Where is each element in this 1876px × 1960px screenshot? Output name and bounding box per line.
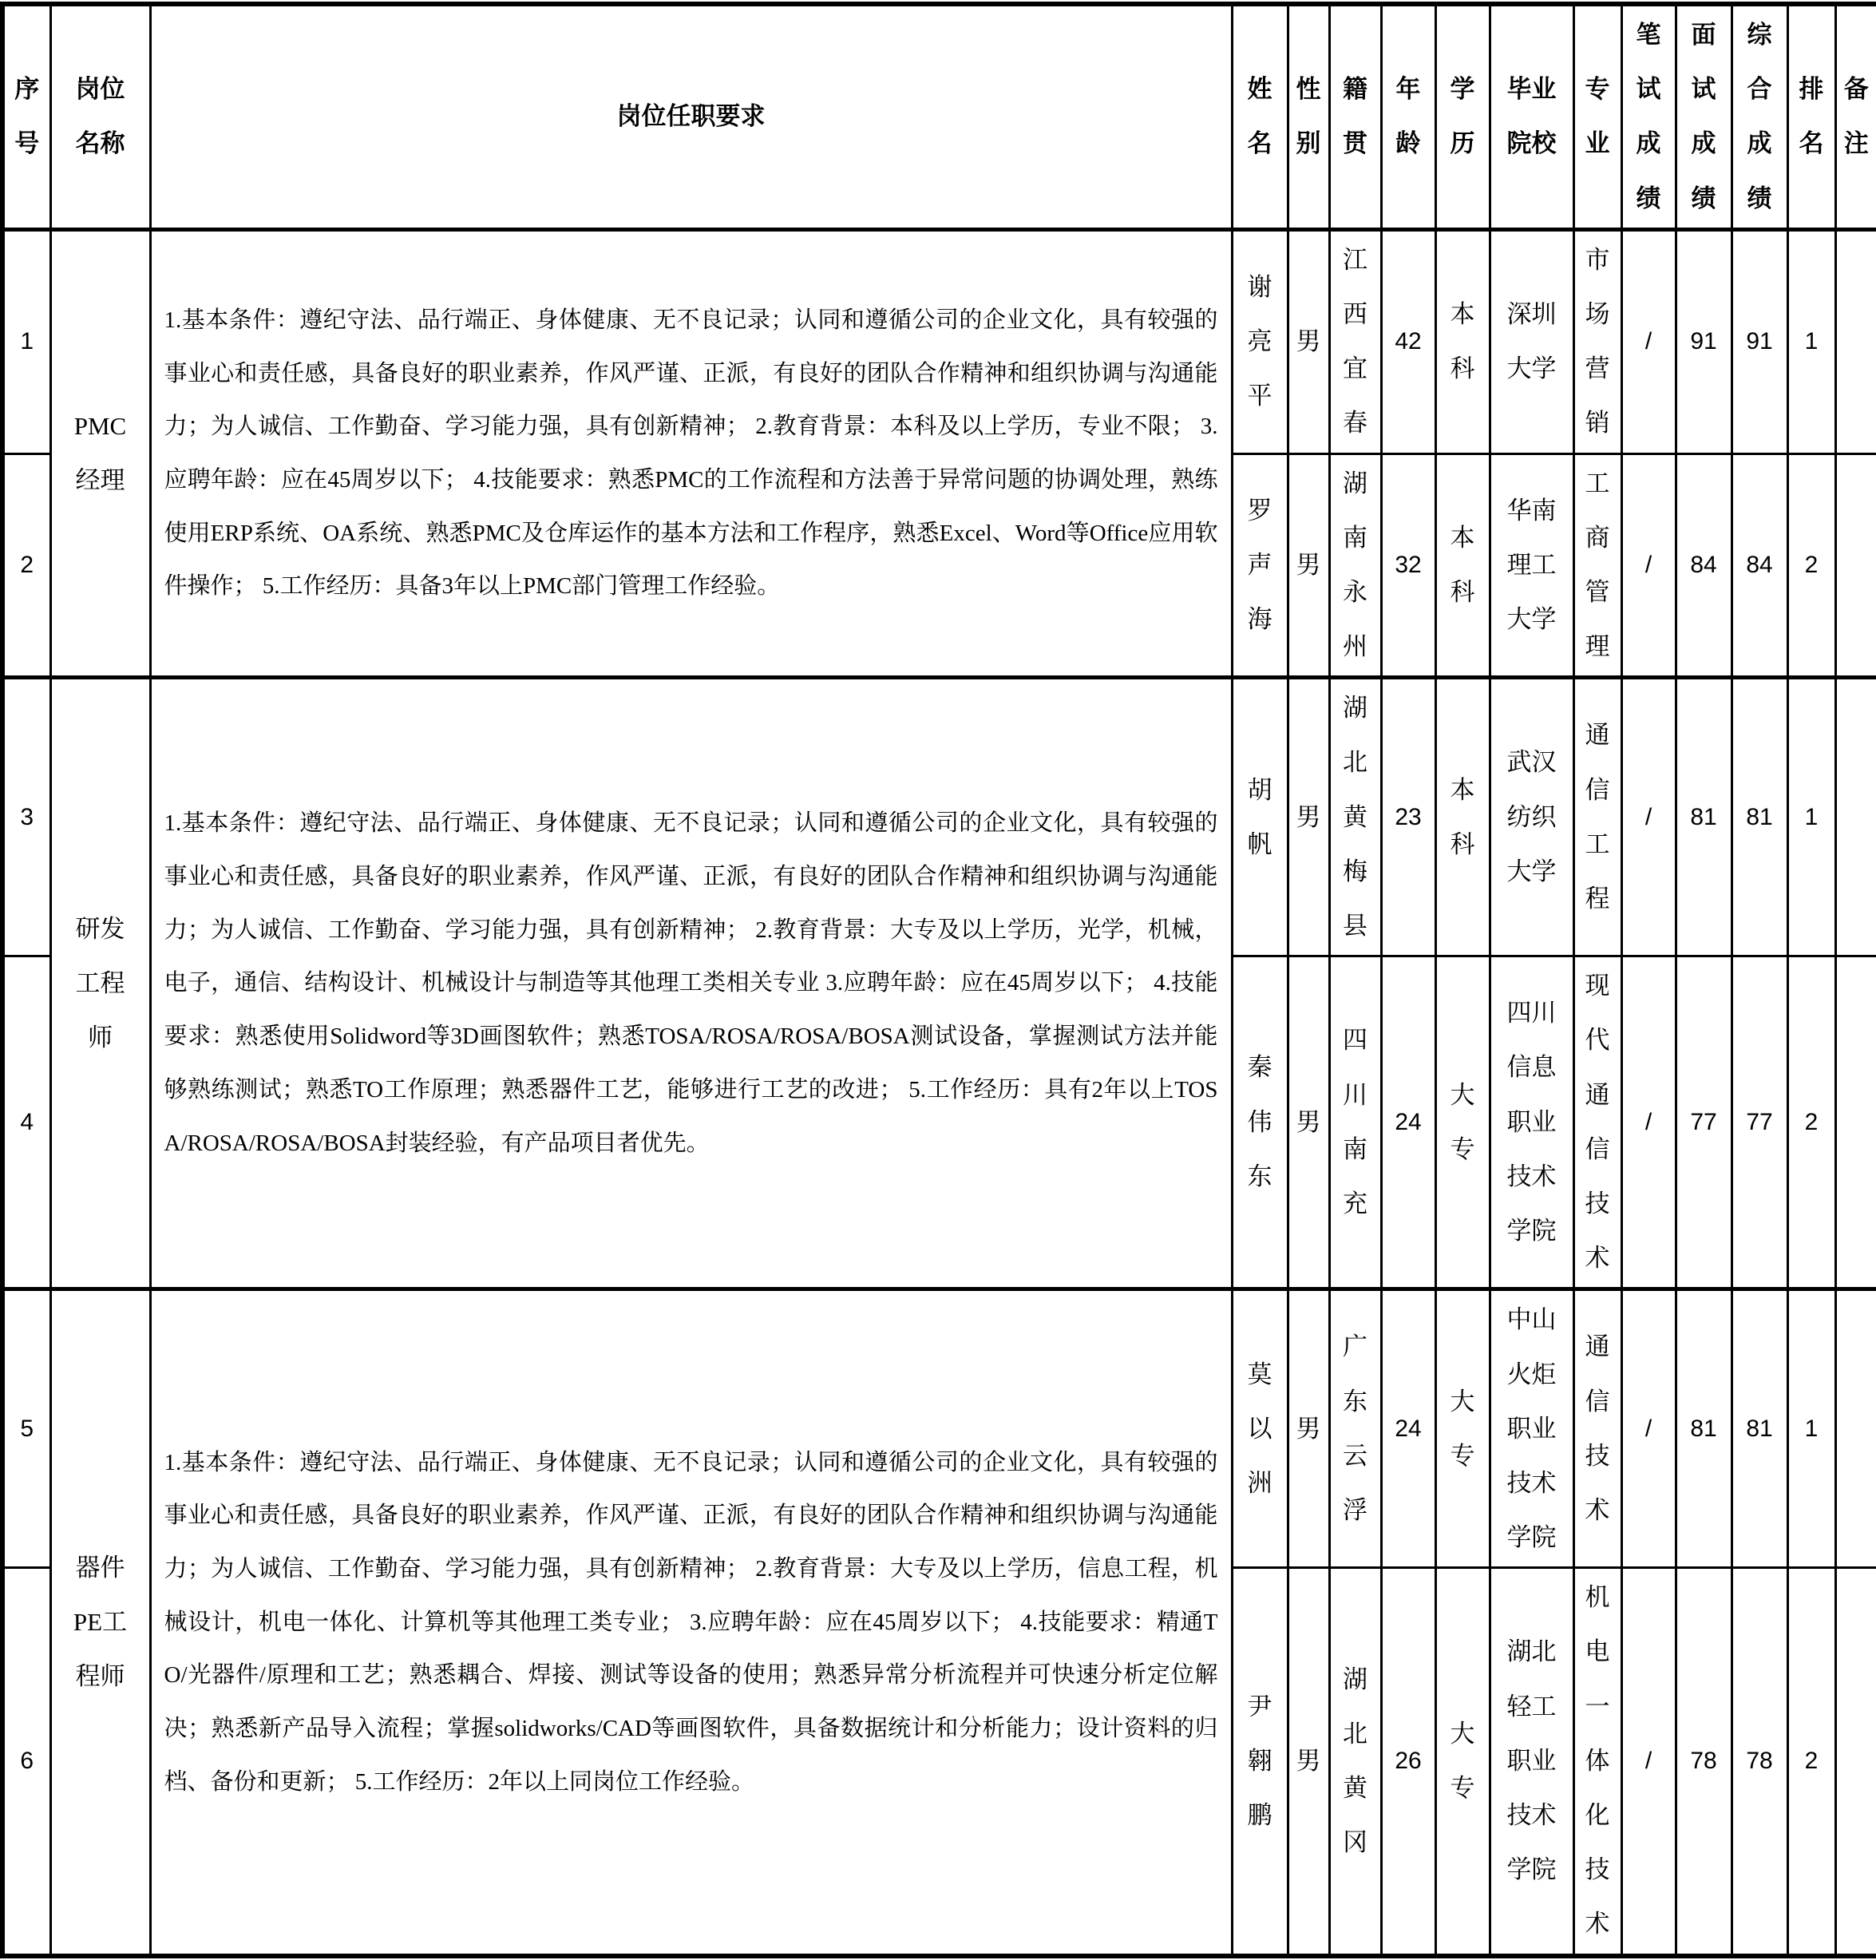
overall-score-cell: 81 [1732,1289,1787,1568]
interview-score-cell: 77 [1676,956,1732,1289]
written-score-cell: / [1621,956,1676,1289]
col-header-seq [2,4,50,229]
hometown-text: 湖北黄梅县 [1342,694,1367,940]
col-header-name [1232,4,1288,229]
education-cell [1435,1568,1490,1956]
col-header-position [50,4,150,229]
school-text: 深圳大学 [1506,299,1557,383]
remark-cell [1835,453,1876,678]
school-cell [1490,229,1573,453]
col-header-hometown [1329,4,1381,229]
col-header-rank-text: 排名 [1799,75,1824,158]
major-cell [1573,956,1621,1289]
remark-cell [1835,1289,1876,1568]
major-cell [1573,678,1621,956]
education-text: 大专 [1450,1080,1475,1163]
col-header-age [1381,4,1435,229]
col-header-school [1490,4,1573,229]
name-text: 谢亮平 [1247,272,1272,410]
school-cell [1490,1289,1573,1568]
seq-cell: 5 [2,1289,50,1568]
interview-score-cell: 81 [1676,1289,1732,1568]
school-cell [1490,453,1573,678]
interview-score-cell: 81 [1676,678,1732,956]
col-header-rank [1787,4,1835,229]
written-score-cell: / [1621,1289,1676,1568]
education-text: 大专 [1450,1387,1475,1470]
major-cell [1573,1568,1621,1956]
col-header-major-text: 专业 [1585,75,1610,158]
position-cell [50,678,150,1289]
education-text: 本科 [1450,775,1475,858]
seq-cell: 4 [2,956,50,1289]
hometown-cell [1329,678,1381,956]
col-header-interview-score [1676,4,1732,229]
education-cell [1435,229,1490,453]
position-text: 器件PE工程师 [73,1553,128,1691]
gender-cell: 男 [1288,678,1329,956]
hometown-cell [1329,1568,1381,1956]
name-text: 莫以洲 [1247,1360,1272,1497]
seq-cell: 2 [2,453,50,678]
name-text: 秦伟东 [1247,1053,1272,1190]
seq-cell: 1 [2,229,50,453]
col-header-gender [1288,4,1329,229]
col-header-education [1435,4,1490,229]
remark-cell [1835,956,1876,1289]
gender-cell: 男 [1288,1568,1329,1956]
seq-cell: 3 [2,678,50,956]
written-score-cell: / [1621,229,1676,453]
col-header-name-text: 姓名 [1247,75,1272,158]
rank-cell: 1 [1787,1289,1835,1568]
age-cell: 23 [1381,678,1435,956]
school-text: 湖北轻工职业技术学院 [1506,1637,1557,1884]
age-cell: 42 [1381,229,1435,453]
school-text: 武汉纺织大学 [1506,748,1557,885]
requirements-cell: 1.基本条件：遵纪守法、品行端正、身体健康、无不良记录；认同和遵循公司的企业文化，具有较强的事业心和责任感，具备良好的职业素养，作风严谨、正派，有良好的团队合作精神和组织协调与沟通能力；为人诚信、工作勤奋、学习能力强，具有创新精神； 2.教育背景：本科及以上学历，专业不限； 3.应聘年龄：应在45周岁以下； 4.技能要求：熟悉PMC的工作流程和方法善于异常问题的协调处理，熟练使用ERP系统、OA系统、熟悉PMC及仓库运作的基本方法和工作程序，熟悉Excel、Word等Office应用软件操作； 5.工作经历：具备3年以上PMC部门管理工作经验。 [150,229,1232,678]
school-text: 华南理工大学 [1506,496,1557,633]
interview-score-cell: 91 [1676,229,1732,453]
overall-score-cell: 91 [1732,229,1787,453]
col-header-requirements: 岗位任职要求 [150,4,1232,229]
gender-cell: 男 [1288,229,1329,453]
recruitment-results-table [0,2,1876,1958]
col-header-education-text: 学历 [1450,75,1475,158]
position-text: 研发工程师 [75,914,125,1051]
rank-cell: 2 [1787,453,1835,678]
requirements-cell: 1.基本条件：遵纪守法、品行端正、身体健康、无不良记录；认同和遵循公司的企业文化，具有较强的事业心和责任感，具备良好的职业素养，作风严谨、正派，有良好的团队合作精神和组织协调与沟通能力；为人诚信、工作勤奋、学习能力强，具有创新精神； 2.教育背景：大专及以上学历，光学，机械，电子，通信、结构设计、机械设计与制造等其他理工类相关专业 3.应聘年龄：应在45周岁以下； 4.技能要求：熟悉使用Solidword等3D画图软件；熟悉TOSA/ROSA/ROSA/BOSA测试设备，掌握测试方法并能够熟练测试；熟悉TO工作原理；熟悉器件工艺，能够进行工艺的改进； 5.工作经历：具有2年以上TOSA/ROSA/ROSA/BOSA封装经验，有产品项目者优先。 [150,678,1232,1289]
age-cell: 26 [1381,1568,1435,1956]
requirements-cell: 1.基本条件：遵纪守法、品行端正、身体健康、无不良记录；认同和遵循公司的企业文化，具有较强的事业心和责任感，具备良好的职业素养，作风严谨、正派，有良好的团队合作精神和组织协调与沟通能力；为人诚信、工作勤奋、学习能力强，具有创新精神； 2.教育背景：大专及以上学历，信息工程，机械设计，机电一体化、计算机等其他理工类专业； 3.应聘年龄：应在45周岁以下； 4.技能要求：精通TO/光器件/原理和工艺；熟悉耦合、焊接、测试等设备的使用；熟悉异常分析流程并可快速分析定位解决；熟悉新产品导入流程；掌握solidworks/CAD等画图软件，具备数据统计和分析能力；设计资料的归档、备份和更新； 5.工作经历：2年以上同岗位工作经验。 [150,1289,1232,1956]
major-cell [1573,1289,1621,1568]
overall-score-cell: 78 [1732,1568,1787,1956]
hometown-text: 江西宜春 [1342,245,1367,438]
interview-score-cell: 78 [1676,1568,1732,1956]
remark-cell [1835,1568,1876,1956]
hometown-cell [1329,1289,1381,1568]
written-score-cell: / [1621,453,1676,678]
header-row [2,4,1876,229]
col-header-seq-text: 序号 [14,75,40,158]
major-text: 通信工程 [1585,721,1610,913]
remark-cell [1835,229,1876,453]
position-text: PMC经理 [73,411,127,494]
major-text: 通信技术 [1585,1332,1610,1524]
school-text: 中山火炬职业技术学院 [1506,1305,1557,1552]
education-text: 本科 [1450,523,1475,606]
education-text: 大专 [1450,1719,1475,1802]
col-header-written-score [1621,4,1676,229]
hometown-text: 广东云浮 [1342,1332,1367,1524]
table-row-5 [2,1289,1876,1568]
col-header-major [1573,4,1621,229]
major-text: 市场营销 [1585,245,1610,438]
written-score-cell: / [1621,1568,1676,1956]
col-header-hometown-text: 籍贯 [1342,75,1367,158]
rank-cell: 1 [1787,678,1835,956]
major-text: 机电一体化技术 [1585,1583,1610,1938]
hometown-cell [1329,453,1381,678]
hometown-text: 湖南永州 [1342,469,1367,661]
age-cell: 24 [1381,1289,1435,1568]
school-cell [1490,1568,1573,1956]
gender-cell: 男 [1288,453,1329,678]
major-cell [1573,453,1621,678]
education-text: 本科 [1450,299,1475,383]
age-cell: 24 [1381,956,1435,1289]
position-cell [50,1289,150,1956]
name-cell [1232,956,1288,1289]
school-text: 四川信息职业技术学院 [1506,999,1557,1245]
interview-score-cell: 84 [1676,453,1732,678]
hometown-text: 湖北黄冈 [1342,1665,1367,1857]
col-header-gender-text: 性别 [1296,75,1321,158]
hometown-text: 四川南充 [1342,1026,1367,1218]
name-text: 罗声海 [1247,496,1272,633]
overall-score-cell: 77 [1732,956,1787,1289]
education-cell [1435,1289,1490,1568]
name-text: 尹翱鹏 [1247,1692,1272,1829]
name-text: 胡帆 [1247,775,1272,858]
name-cell [1232,453,1288,678]
written-score-cell: / [1621,678,1676,956]
rank-cell: 1 [1787,229,1835,453]
major-cell [1573,229,1621,453]
col-header-overall-score-text: 综合成绩 [1747,21,1772,212]
major-text: 工商管理 [1585,469,1610,661]
age-cell: 32 [1381,453,1435,678]
col-header-overall-score [1732,4,1787,229]
col-header-interview-score-text: 面试成绩 [1691,21,1716,212]
col-header-age-text: 年龄 [1395,75,1421,158]
name-cell [1232,229,1288,453]
name-cell [1232,678,1288,956]
education-cell [1435,453,1490,678]
table-row-1 [2,229,1876,453]
overall-score-cell: 81 [1732,678,1787,956]
hometown-cell [1329,956,1381,1289]
hometown-cell [1329,229,1381,453]
col-header-written-score-text: 笔试成绩 [1636,21,1661,212]
col-header-position-text: 岗位名称 [75,75,125,158]
rank-cell: 2 [1787,956,1835,1289]
school-cell [1490,678,1573,956]
remark-cell [1835,678,1876,956]
school-cell [1490,956,1573,1289]
col-header-remark [1835,4,1876,229]
seq-cell: 6 [2,1568,50,1956]
table-row-3 [2,678,1876,956]
rank-cell: 2 [1787,1568,1835,1956]
overall-score-cell: 84 [1732,453,1787,678]
education-cell [1435,678,1490,956]
gender-cell: 男 [1288,956,1329,1289]
col-header-remark-text: 备注 [1843,75,1869,158]
major-text: 现代通信技术 [1585,972,1610,1273]
name-cell [1232,1568,1288,1956]
gender-cell: 男 [1288,1289,1329,1568]
education-cell [1435,956,1490,1289]
col-header-school-text: 毕业院校 [1506,75,1557,158]
position-cell [50,229,150,678]
name-cell [1232,1289,1288,1568]
